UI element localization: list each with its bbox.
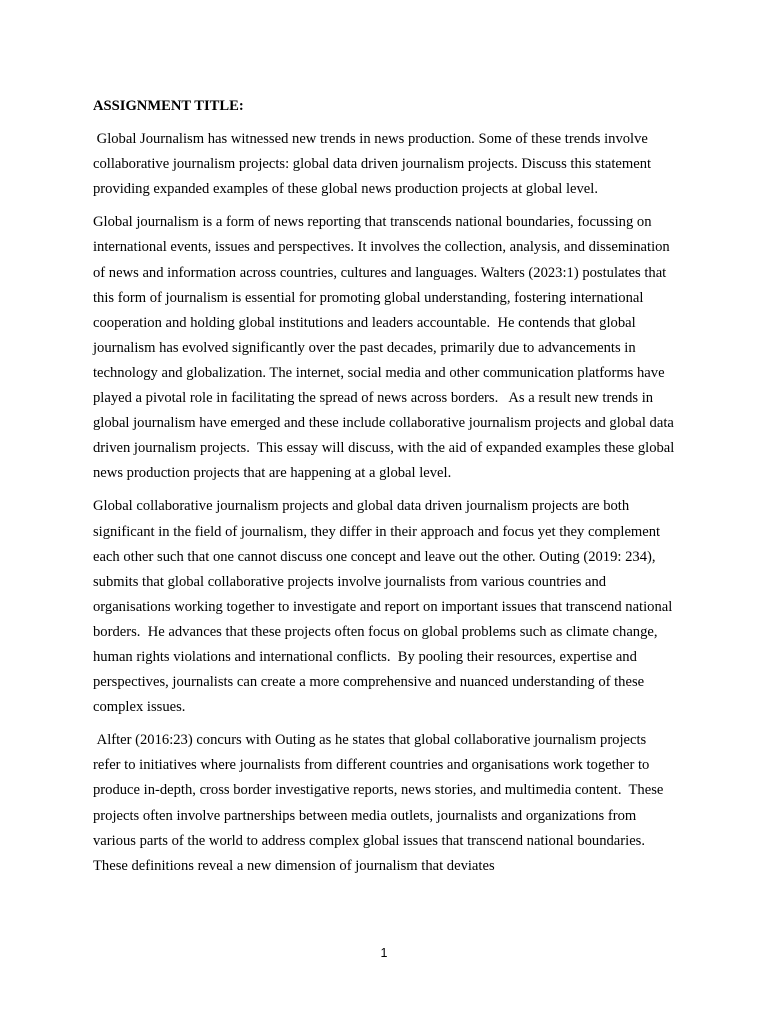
paragraph-collaborative: Global collaborative journalism projects and global data driven journalism projects are both significant in the field of journalism, they differ in their approach and focus yet they complement each other such that one cannot discuss one concept and leave out the other. Outing (2019: 234), submits that global collaborative projects involve journalists from various countries and organisations working together to investigate and report on important issues that transcend national borders. He advances that these projects often focus on global problems such as climate change, human rights violations and international conflicts. By pooling their resources, expertise and perspectives, journalists can create a more comprehensive and nuanced understanding of these complex issues. — [93, 498, 676, 716]
paragraph-alfter: Alfter (2016:23) concurs with Outing as he states that global collaborative journalism projects refer to initiatives where journalists from different countries and organisations work together to produce in-depth, cross border investigative reports, news stories, and multimedia content. These projects often involve partnerships between media outlets, journalists and organizations from various parts of the world to address complex global issues that transcend national boundaries. These definitions reveal a new dimension of journalism that deviates — [93, 732, 668, 874]
assignment-prompt: Global Journalism has witnessed new trends in news production. Some of these trends involve collaborative journalism projects: global data driven journalism projects. Discuss this statement providing expanded examples of these global news production projects at global level. — [93, 131, 655, 198]
page-number: 1 — [380, 946, 388, 960]
assignment-title: ASSIGNMENT TITLE: — [93, 98, 244, 114]
paragraph-intro: Global journalism is a form of news reporting that transcends national boundaries, focussing on international events, issues and perspectives. It involves the collection, analysis, and dissemination of news and information across countries, cultures and languages. Walters (2023:1) postulates that this form of journalism is essential for promoting global understanding, fostering international cooperation and holding global institutions and leaders accountable. He contends that global journalism has evolved significantly over the past decades, primarily due to advancements in technology and globalization. The internet, social media and other communication platforms have played a pivotal role in facilitating the spread of news across borders. As a result new trends in global journalism have emerged and these include collaborative journalism projects and global data driven journalism projects. This essay will discuss, with the aid of expanded examples these global news production projects that are happening at a global level. — [93, 214, 678, 482]
page-content — [93, 94, 678, 879]
